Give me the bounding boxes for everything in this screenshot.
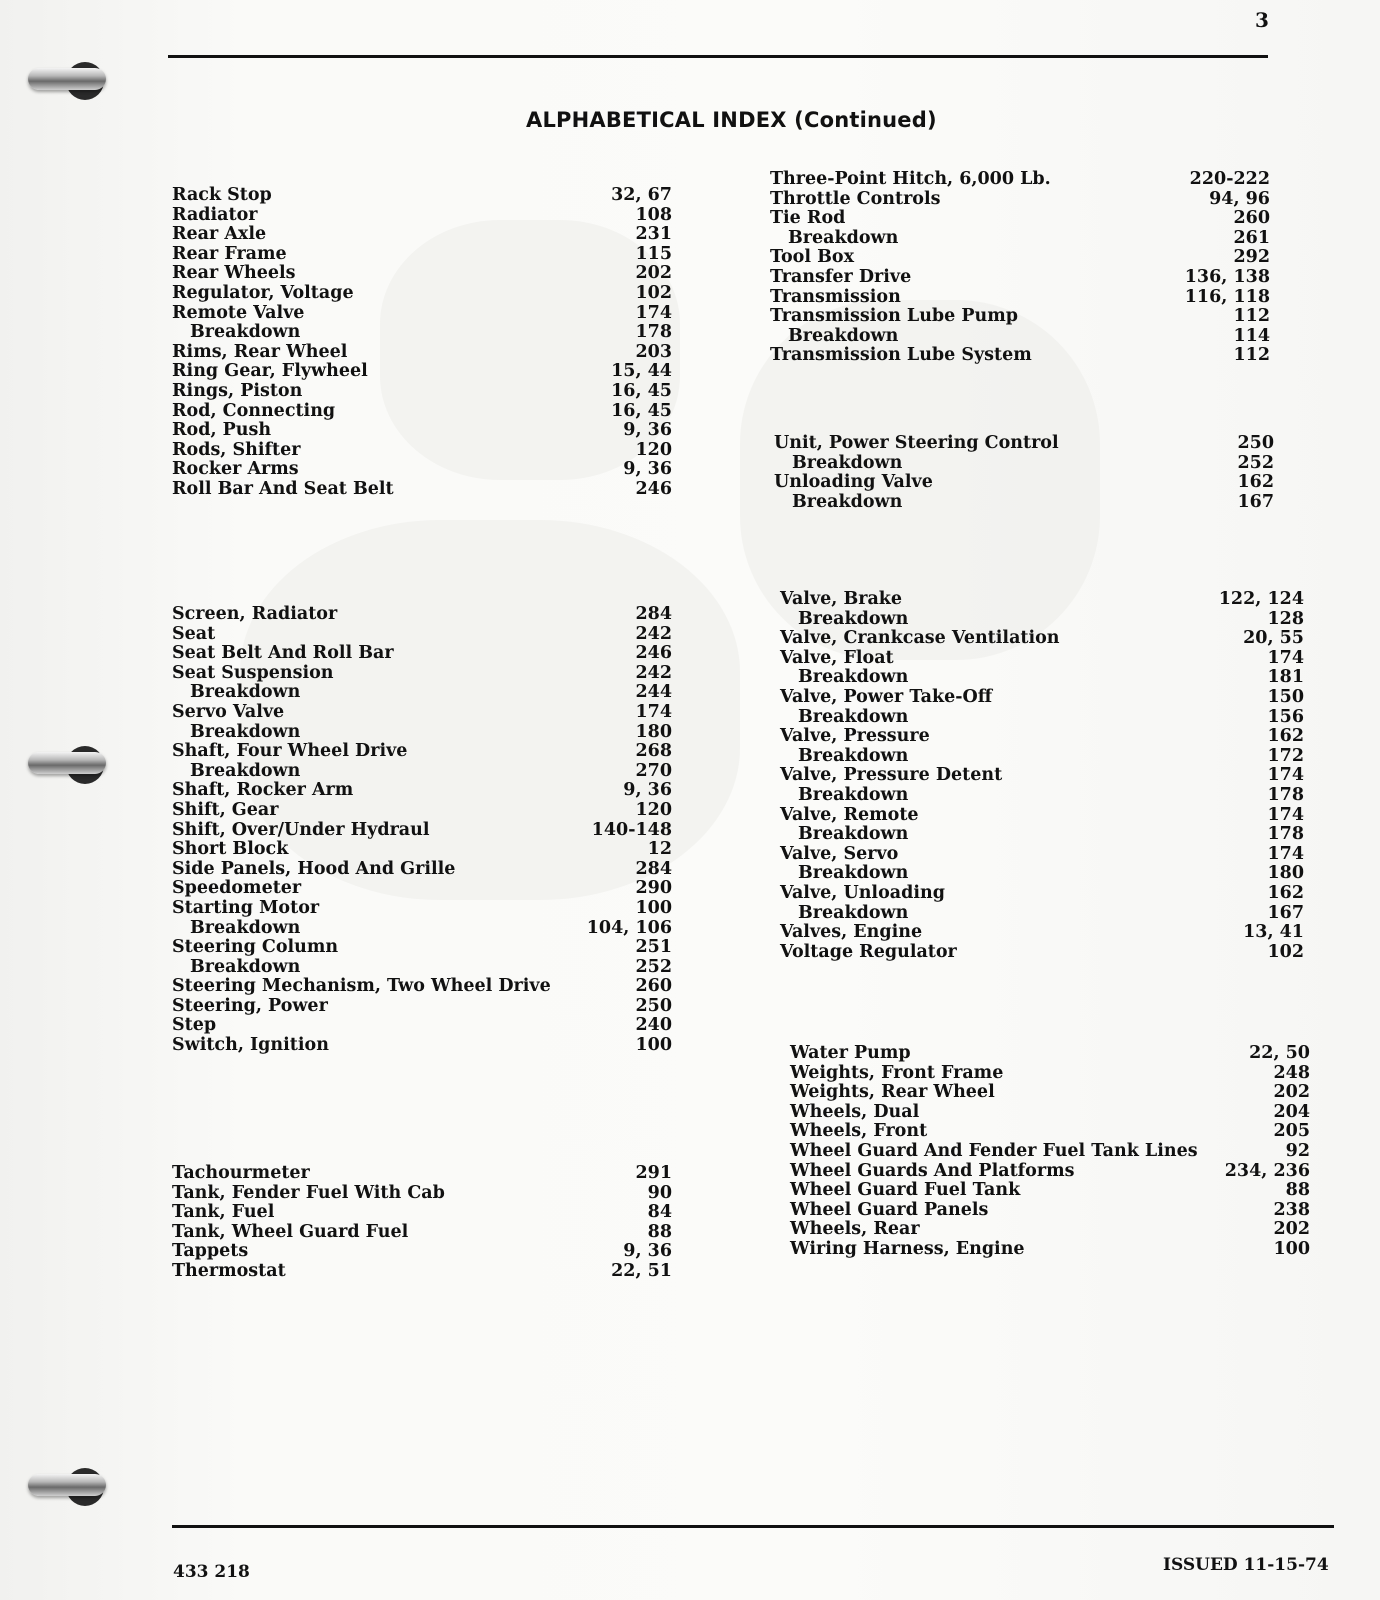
- index-entry: [172, 703, 672, 723]
- index-entry-pages: 251: [635, 937, 672, 958]
- index-entry-pages: 284: [635, 858, 672, 879]
- index-entry-label: Step: [172, 1015, 217, 1036]
- index-entry-pages: 174: [1267, 804, 1304, 825]
- index-entry: [770, 190, 1270, 210]
- index-entry-pages: 242: [635, 662, 672, 683]
- index-entry: [172, 421, 672, 441]
- index-entry-label: Rods, Shifter: [172, 439, 301, 460]
- index-entry-label: Steering, Power: [172, 995, 328, 1016]
- index-entry: [780, 864, 1304, 884]
- index-entry-pages: 205: [1273, 1121, 1310, 1142]
- index-entry: [172, 781, 672, 801]
- index-entry-pages: 88: [1285, 1180, 1310, 1201]
- index-entry-pages: 231: [635, 224, 672, 245]
- index-entry-label: Tank, Wheel Guard Fuel: [172, 1221, 409, 1242]
- index-subentry-label: Breakdown: [792, 491, 903, 512]
- index-entry-label: Transmission Lube System: [770, 345, 1032, 366]
- index-entry: [172, 186, 672, 206]
- index-entry-pages: 9, 36: [623, 780, 672, 801]
- index-entry-pages: 250: [635, 995, 672, 1016]
- index-entry: [780, 884, 1304, 904]
- index-entry: [790, 1044, 1310, 1064]
- index-entry-pages: 104, 106: [586, 917, 672, 938]
- index-entry-label: Valve, Unloading: [780, 882, 945, 903]
- index-entry: [790, 1201, 1310, 1221]
- index-subentry-label: Breakdown: [190, 917, 301, 938]
- index-entry: [774, 473, 1274, 493]
- index-entry-pages: 180: [1267, 863, 1304, 884]
- index-entry-pages: 90: [647, 1182, 672, 1203]
- index-entry-pages: 268: [635, 741, 672, 762]
- index-entry-pages: 9, 36: [623, 1241, 672, 1262]
- index-entry-pages: 202: [1273, 1219, 1310, 1240]
- index-entry: [172, 879, 672, 899]
- index-entry: [172, 1203, 672, 1223]
- index-entry-label: Radiator: [172, 204, 258, 225]
- index-entry-label: Wheel Guards And Platforms: [790, 1160, 1075, 1181]
- index-entry: [790, 1240, 1310, 1260]
- index-entry-label: Steering Column: [172, 937, 339, 958]
- index-entry: [172, 899, 672, 919]
- index-entry-pages: 260: [1233, 208, 1270, 229]
- index-entry: [780, 649, 1304, 669]
- index-entry-label: Seat Suspension: [172, 662, 334, 683]
- index-entry-pages: 174: [635, 701, 672, 722]
- index-entry-pages: 234, 236: [1224, 1160, 1310, 1181]
- index-entry-pages: 180: [635, 721, 672, 742]
- index-entry: [172, 644, 672, 664]
- index-entry-pages: 242: [635, 623, 672, 644]
- index-entry-pages: 260: [635, 976, 672, 997]
- index-entry: [172, 919, 672, 939]
- index-entry-pages: 291: [635, 1163, 672, 1183]
- index-subentry-label: Breakdown: [798, 863, 909, 884]
- index-entry-pages: 150: [1267, 686, 1304, 707]
- index-entry-pages: 244: [635, 682, 672, 703]
- index-entry-label: Shaft, Rocker Arm: [172, 780, 354, 801]
- index-subentry-label: Breakdown: [798, 902, 909, 923]
- binder-ring-icon: [34, 56, 104, 102]
- index-entry-label: Tappets: [172, 1241, 249, 1262]
- index-subentry-label: Breakdown: [798, 706, 909, 727]
- index-entry: [172, 1184, 672, 1204]
- index-entry-label: Wheels, Dual: [790, 1101, 920, 1122]
- index-entry-pages: 100: [1273, 1238, 1310, 1259]
- index-entry: [780, 668, 1304, 688]
- index-entry-pages: 202: [635, 263, 672, 284]
- index-entry: [172, 625, 672, 645]
- index-entry: [172, 821, 672, 841]
- index-entry: [770, 248, 1270, 268]
- index-entry-pages: 172: [1267, 745, 1304, 766]
- index-entry-pages: 204: [1273, 1101, 1310, 1122]
- index-entry-pages: 16, 45: [611, 380, 672, 401]
- index-entry: [172, 1262, 672, 1282]
- index-entry: [172, 801, 672, 821]
- index-entry: [172, 1164, 672, 1184]
- index-entry: [172, 664, 672, 684]
- index-entry-pages: 22, 50: [1249, 1043, 1310, 1063]
- index-entry: [172, 323, 672, 343]
- index-entry-label: Ring Gear, Flywheel: [172, 361, 368, 382]
- index-entry: [780, 688, 1304, 708]
- index-entry-label: Weights, Front Frame: [790, 1062, 1004, 1083]
- index-entry-pages: 290: [635, 878, 672, 899]
- index-entry: [172, 460, 672, 480]
- index-entry: [172, 938, 672, 958]
- index-entry-label: Steering Mechanism, Two Wheel Drive: [172, 976, 551, 997]
- index-entry-label: Rocker Arms: [172, 459, 299, 480]
- index-entry-pages: 174: [635, 302, 672, 323]
- index-entry-label: Tie Rod: [770, 208, 846, 229]
- index-entry-label: Short Block: [172, 839, 289, 860]
- index-entry-pages: 15, 44: [611, 361, 672, 382]
- index-entry-pages: 116, 118: [1184, 286, 1270, 307]
- index-entry-pages: 100: [635, 897, 672, 918]
- index-entry: [172, 402, 672, 422]
- index-entry-label: Voltage Regulator: [780, 941, 957, 962]
- document-number: 433 218: [173, 1562, 250, 1582]
- index-entry-label: Shift, Over/Under Hydraul: [172, 819, 430, 840]
- index-entry-pages: 12: [647, 839, 672, 860]
- index-entry-pages: 178: [635, 322, 672, 343]
- index-entry-label: Tachourmeter: [172, 1163, 310, 1183]
- index-entry: [172, 1036, 672, 1056]
- index-entry-pages: 162: [1237, 472, 1274, 493]
- index-entry: [172, 958, 672, 978]
- index-entry: [780, 610, 1304, 630]
- index-entry-pages: 261: [1233, 227, 1270, 248]
- index-entry: [780, 766, 1304, 786]
- header-rule: [168, 55, 1268, 58]
- binder-ring-icon: [34, 740, 104, 786]
- footer-rule: [172, 1525, 1334, 1528]
- index-entry: [780, 629, 1304, 649]
- index-entry-pages: 92: [1285, 1140, 1310, 1161]
- index-entry: [774, 434, 1274, 454]
- index-entry: [172, 840, 672, 860]
- index-entry: [790, 1064, 1310, 1084]
- index-entry-pages: 128: [1267, 608, 1304, 629]
- index-entry-pages: 13, 41: [1243, 922, 1304, 943]
- index-entry: [770, 209, 1270, 229]
- index-entry-pages: 167: [1237, 491, 1274, 512]
- index-entry: [172, 362, 672, 382]
- index-subentry-label: Breakdown: [190, 760, 301, 781]
- index-entry: [172, 225, 672, 245]
- index-entry-label: Tank, Fuel: [172, 1202, 275, 1223]
- index-entry-pages: 292: [1233, 247, 1270, 268]
- index-entry: [790, 1142, 1310, 1162]
- index-entry-label: Shaft, Four Wheel Drive: [172, 741, 408, 762]
- index-entry-label: Wheels, Rear: [790, 1219, 920, 1240]
- index-entry-pages: 252: [1237, 452, 1274, 473]
- index-entry-label: Rear Axle: [172, 224, 267, 245]
- index-entry-pages: 32, 67: [611, 185, 672, 205]
- index-subentry-label: Breakdown: [190, 322, 301, 343]
- index-entry: [172, 304, 672, 324]
- index-entry: [774, 454, 1274, 474]
- index-entry: [172, 860, 672, 880]
- index-entry-pages: 9, 36: [623, 459, 672, 480]
- index-entry-label: Rims, Rear Wheel: [172, 341, 348, 362]
- index-group-u: [774, 434, 1274, 512]
- index-subentry-label: Breakdown: [190, 682, 301, 703]
- index-entry-label: Side Panels, Hood And Grille: [172, 858, 456, 879]
- index-entry-label: Water Pump: [790, 1043, 911, 1063]
- index-entry-label: Valve, Brake: [780, 589, 903, 609]
- index-entry-pages: 181: [1267, 667, 1304, 688]
- index-entry: [780, 786, 1304, 806]
- index-entry-pages: 174: [1267, 843, 1304, 864]
- index-entry-label: Unit, Power Steering Control: [774, 433, 1059, 453]
- index-entry: [780, 904, 1304, 924]
- index-group-v: [780, 590, 1304, 962]
- index-entry-pages: 122, 124: [1218, 589, 1304, 609]
- index-entry-pages: 246: [635, 643, 672, 664]
- index-entry: [172, 977, 672, 997]
- index-entry-pages: 240: [635, 1015, 672, 1036]
- index-entry-pages: 270: [635, 760, 672, 781]
- index-entry-label: Rear Wheels: [172, 263, 296, 284]
- index-entry-label: Wheel Guard Panels: [790, 1199, 989, 1220]
- index-entry-pages: 120: [635, 799, 672, 820]
- index-subentry-label: Breakdown: [788, 227, 899, 248]
- index-entry-pages: 252: [635, 956, 672, 977]
- index-entry: [790, 1220, 1310, 1240]
- index-entry-pages: 250: [1237, 433, 1274, 453]
- index-entry: [172, 382, 672, 402]
- index-entry-label: Seat Belt And Roll Bar: [172, 643, 394, 664]
- index-entry-pages: 16, 45: [611, 400, 672, 421]
- index-entry-label: Wiring Harness, Engine: [790, 1238, 1025, 1259]
- index-entry-label: Wheels, Front: [790, 1121, 928, 1142]
- index-entry-label: Weights, Rear Wheel: [790, 1082, 995, 1103]
- index-entry-pages: 156: [1267, 706, 1304, 727]
- index-entry: [172, 1016, 672, 1036]
- index-entry-label: Regulator, Voltage: [172, 282, 354, 303]
- index-entry-pages: 84: [647, 1202, 672, 1223]
- index-group-s: [172, 605, 672, 1056]
- index-entry-label: Rear Frame: [172, 243, 287, 264]
- index-entry-pages: 88: [647, 1221, 672, 1242]
- index-entry-label: Valves, Engine: [780, 922, 923, 943]
- index-entry: [770, 346, 1270, 366]
- index-entry-label: Valve, Pressure Detent: [780, 765, 1003, 786]
- index-entry: [172, 1242, 672, 1262]
- index-entry-pages: 140-148: [591, 819, 672, 840]
- index-entry: [774, 493, 1274, 513]
- index-entry: [172, 441, 672, 461]
- index-entry: [172, 723, 672, 743]
- index-entry: [780, 708, 1304, 728]
- index-entry-label: Servo Valve: [172, 701, 285, 722]
- index-entry-pages: 162: [1267, 882, 1304, 903]
- index-entry-label: Seat: [172, 623, 216, 644]
- index-entry-label: Tool Box: [770, 247, 854, 268]
- index-entry-label: Wheel Guard And Fender Fuel Tank Lines: [790, 1140, 1198, 1161]
- index-entry-pages: 108: [635, 204, 672, 225]
- index-entry-pages: 178: [1267, 784, 1304, 805]
- index-entry-pages: 174: [1267, 765, 1304, 786]
- index-entry-pages: 284: [635, 604, 672, 624]
- index-entry-label: Switch, Ignition: [172, 1035, 329, 1056]
- index-entry-pages: 100: [635, 1035, 672, 1056]
- index-entry-label: Wheel Guard Fuel Tank: [790, 1180, 1021, 1201]
- index-entry-label: Rod, Push: [172, 420, 272, 441]
- index-entry: [770, 229, 1270, 249]
- index-group-t-right: [770, 170, 1270, 366]
- index-entry: [172, 762, 672, 782]
- index-entry-pages: 115: [635, 243, 672, 264]
- index-entry-pages: 178: [1267, 824, 1304, 845]
- index-entry-pages: 102: [635, 282, 672, 303]
- index-entry: [770, 268, 1270, 288]
- index-entry: [770, 307, 1270, 327]
- index-entry: [770, 170, 1270, 190]
- index-entry-pages: 120: [635, 439, 672, 460]
- index-entry: [172, 605, 672, 625]
- index-entry: [172, 206, 672, 226]
- index-entry: [780, 590, 1304, 610]
- index-subentry-label: Breakdown: [788, 325, 899, 346]
- index-entry-pages: 114: [1233, 325, 1270, 346]
- index-entry: [780, 727, 1304, 747]
- index-entry-pages: 162: [1267, 726, 1304, 747]
- issue-date: ISSUED 11-15-74: [1163, 1555, 1329, 1575]
- index-entry-pages: 9, 36: [623, 420, 672, 441]
- index-subentry-label: Breakdown: [190, 721, 301, 742]
- index-entry-label: Tank, Fender Fuel With Cab: [172, 1182, 445, 1203]
- index-subentry-label: Breakdown: [190, 956, 301, 977]
- index-entry-pages: 220-222: [1189, 169, 1270, 189]
- index-entry: [770, 288, 1270, 308]
- index-subentry-label: Breakdown: [792, 452, 903, 473]
- binder-ring-icon: [34, 1462, 104, 1508]
- index-entry-pages: 112: [1233, 345, 1270, 366]
- index-entry-label: Speedometer: [172, 878, 302, 899]
- index-entry-pages: 22, 51: [611, 1260, 672, 1281]
- index-entry-label: Transmission Lube Pump: [770, 306, 1019, 327]
- index-subentry-label: Breakdown: [798, 824, 909, 845]
- index-entry-label: Valve, Power Take-Off: [780, 686, 993, 707]
- index-entry: [790, 1181, 1310, 1201]
- index-group-w: [790, 1044, 1310, 1260]
- index-entry: [172, 1223, 672, 1243]
- index-entry-label: Rod, Connecting: [172, 400, 336, 421]
- index-entry-pages: 112: [1233, 306, 1270, 327]
- index-entry: [172, 343, 672, 363]
- index-entry: [790, 1083, 1310, 1103]
- index-entry-pages: 238: [1273, 1199, 1310, 1220]
- index-entry-label: Transmission: [770, 286, 901, 307]
- index-entry: [780, 806, 1304, 826]
- index-entry: [172, 245, 672, 265]
- index-entry-label: Valve, Pressure: [780, 726, 930, 747]
- index-entry-label: Valve, Crankcase Ventilation: [780, 628, 1060, 649]
- index-entry-label: Valve, Remote: [780, 804, 919, 825]
- index-entry-pages: 174: [1267, 647, 1304, 668]
- index-entry: [172, 264, 672, 284]
- index-entry-label: Shift, Gear: [172, 799, 279, 820]
- index-entry: [172, 997, 672, 1017]
- index-entry-pages: 20, 55: [1243, 628, 1304, 649]
- index-entry-pages: 248: [1273, 1062, 1310, 1083]
- index-entry-label: Roll Bar And Seat Belt: [172, 478, 394, 499]
- index-entry: [780, 923, 1304, 943]
- index-entry-label: Unloading Valve: [774, 472, 933, 493]
- index-entry: [172, 480, 672, 500]
- index-group-r: [172, 186, 672, 500]
- index-entry-label: Rings, Piston: [172, 380, 303, 401]
- index-subentry-label: Breakdown: [798, 608, 909, 629]
- page-title: ALPHABETICAL INDEX (Continued): [526, 108, 937, 132]
- index-entry-pages: 246: [635, 478, 672, 499]
- index-entry-label: Starting Motor: [172, 897, 320, 918]
- index-entry: [790, 1162, 1310, 1182]
- index-entry-label: Remote Valve: [172, 302, 305, 323]
- index-entry: [770, 327, 1270, 347]
- index-entry-pages: 167: [1267, 902, 1304, 923]
- index-entry-label: Screen, Radiator: [172, 604, 338, 624]
- index-subentry-label: Breakdown: [798, 745, 909, 766]
- index-entry: [790, 1103, 1310, 1123]
- index-entry-label: Thermostat: [172, 1260, 286, 1281]
- index-entry-label: Three-Point Hitch, 6,000 Lb.: [770, 169, 1051, 189]
- index-entry-label: Rack Stop: [172, 185, 272, 205]
- index-entry: [780, 943, 1304, 963]
- index-entry: [780, 747, 1304, 767]
- index-entry-pages: 94, 96: [1209, 188, 1270, 209]
- index-entry-pages: 102: [1267, 941, 1304, 962]
- index-entry: [172, 284, 672, 304]
- index-entry: [780, 845, 1304, 865]
- index-entry-label: Throttle Controls: [770, 188, 941, 209]
- index-subentry-label: Breakdown: [798, 784, 909, 805]
- index-entry-pages: 136, 138: [1184, 266, 1270, 287]
- index-entry-label: Valve, Servo: [780, 843, 899, 864]
- index-entry: [780, 825, 1304, 845]
- index-entry: [790, 1122, 1310, 1142]
- index-entry-pages: 202: [1273, 1082, 1310, 1103]
- index-entry: [172, 742, 672, 762]
- index-entry: [172, 683, 672, 703]
- index-subentry-label: Breakdown: [798, 667, 909, 688]
- page-number: 3: [1255, 8, 1269, 32]
- index-entry-pages: 203: [635, 341, 672, 362]
- index-entry-label: Valve, Float: [780, 647, 894, 668]
- index-group-t-left: [172, 1164, 672, 1282]
- index-entry-label: Transfer Drive: [770, 266, 912, 287]
